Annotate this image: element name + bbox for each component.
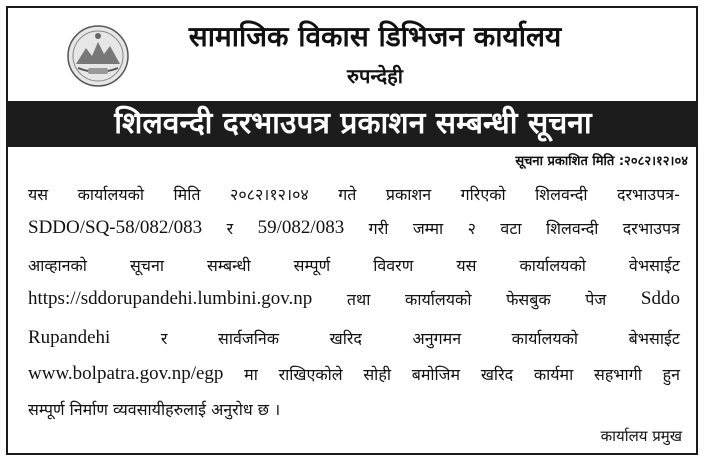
body-line-6: www.bolpatra.gov.np/egp मा राखिएकोले सोही बमोजिम खरिद कार्यमा सहभागी हुन [28, 363, 680, 384]
tender-reference-2: 59/082/083 [257, 217, 345, 238]
office-name: सामाजिक विकास डिभिजन कार्यालय [188, 20, 562, 53]
notice-title: शिलवन्दी दरभाउपत्र प्रकाशन सम्बन्धी सूचना [114, 106, 592, 141]
district-name: रुपन्देही [347, 64, 403, 88]
body-line-2: SDDO/SQ-58/082/083 र 59/082/083 गरी जम्मा २ वटा शिलवन्दी दरभाउपत्र [28, 217, 680, 238]
signoff-office-chief: कार्यालय प्रमुख [600, 427, 682, 445]
tender-reference-1: SDDO/SQ-58/082/083 [28, 217, 203, 238]
published-date: सूचना प्रकाशित मिति :२०८२।१२।०४ [515, 154, 688, 169]
body-line-5: Rupandehi र सार्वजनिक खरिद अनुगमन कार्यालयको बेभसाईट [28, 327, 680, 348]
body-line-7: सम्पूर्ण निर्माण व्यवसायीहरुलाई अनुरोध छ । [28, 400, 281, 419]
government-emblem-icon [66, 24, 130, 88]
body-line-3: आव्हानको सूचना सम्बन्धी सम्पूर्ण विवरण यस कार्यालयको वेभसाईट [28, 256, 680, 275]
body-line-4: https://sddorupandehi.lumbini.gov.np तथा कार्यालयको फेसबुक पेज Sddo [28, 288, 680, 309]
office-website-link: https://sddorupandehi.lumbini.gov.np [28, 288, 313, 309]
bolpatra-website-link: www.bolpatra.gov.np/egp [28, 363, 224, 384]
notice-title-banner [8, 101, 698, 147]
body-line-1: यस कार्यालयको मिति २०८२।१२।०४ गते प्रकाशन गरिएको शिलवन्दी दरभाउपत्र- [28, 185, 680, 204]
